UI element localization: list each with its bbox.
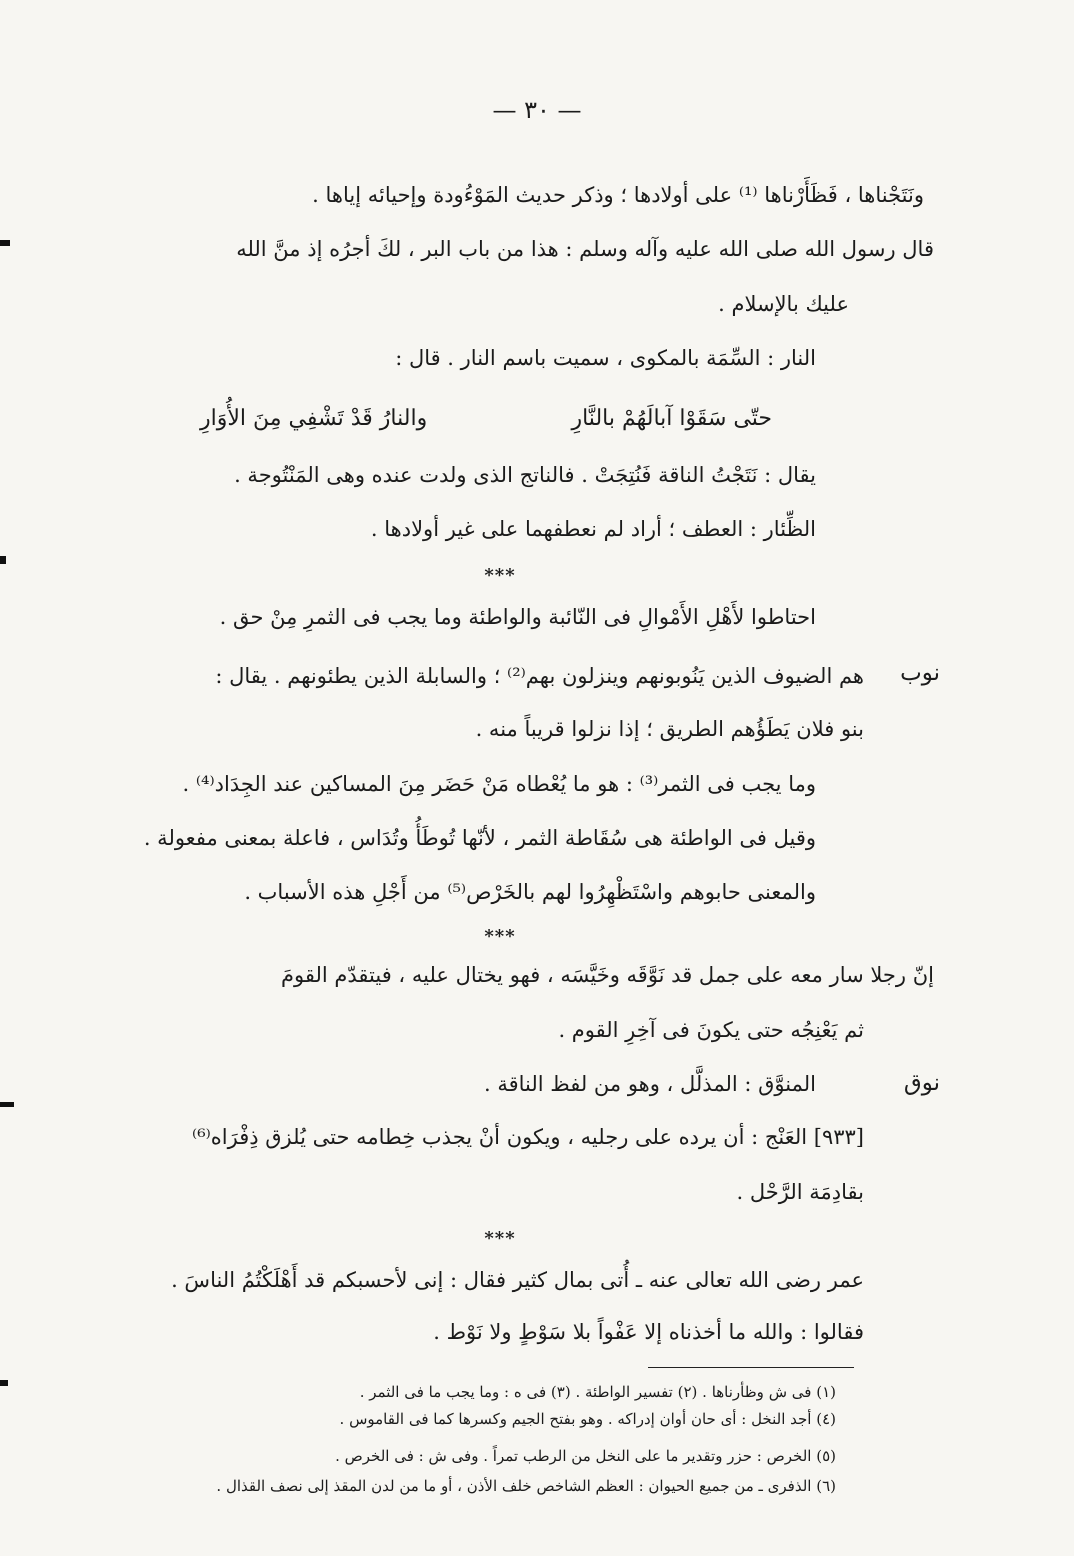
- root-marginal-word: نوب: [900, 660, 940, 686]
- text-line: فقالوا : والله ما أخذناه إلا عَفْواً بلا سَوْطٍ ولا نَوْط .: [433, 1320, 864, 1344]
- text-line: والمعنى حابوهم واسْتَظْهِرُوا لهم بالخَرْص⁽⁵⁾ من أَجْلِ هذه الأسباب .: [244, 880, 816, 904]
- margin-mark: [0, 1102, 14, 1107]
- text-line: [٩٣٣] العَنْج : أن يرده على رجليه ، ويكون أنْ يجذب خِطامه حتى يُلزق ذِفْرَاه⁽⁶⁾: [192, 1125, 864, 1149]
- text-line: إنّ رجلا سار معه على جمل قد نَوَّقَه وخَيَّسَه ، فهو يختال عليه ، فيتقدّم القومَ: [281, 963, 934, 987]
- footnote: (١) فى ش وظأرناها . (٢) تفسير الواطئة . (٣) فى ه : وما يجب ما فى الثمر .: [359, 1383, 836, 1401]
- text-line: وقيل فى الواطئة هى سُقَاطة الثمر ، لأنّها تُوطَأُ وتُدَاس ، فاعلة بمعنى مفعولة .: [143, 826, 816, 850]
- footnote-separator: [648, 1367, 854, 1368]
- text-line: هم الضيوف الذين يَنُوبونهم وينزلون بهم⁽²⁾ ؛ والسابلة الذين يطئونهم . يقال :: [215, 664, 864, 688]
- footnote: (٤) أجد النخل : أى حان أوان إدراكه . وهو بفتح الجيم وكسرها كما فى القاموس .: [339, 1410, 836, 1428]
- text-line: الظِّئار : العطف ؛ أراد لم نعطفهما على غير أولادها .: [370, 517, 816, 541]
- text-line: بنو فلان يَطَؤُهم الطريق ؛ إذا نزلوا قريباً منه .: [475, 717, 864, 741]
- root-marginal-word: نوق: [903, 1070, 940, 1096]
- text-line: ثم يَعْنِجُه حتى يكونَ فى آخِرِ القوم .: [558, 1018, 864, 1042]
- text-line: احتاطوا لأَهْلِ الأَمْوالِ فى النّائبة والواطئة وما يجب فى الثمرِ مِنْ حق .: [219, 605, 816, 629]
- text-line: النار : السِّمَة بالمكوى ، سميت باسم النار . قال :: [395, 346, 816, 370]
- text-line: وما يجب فى الثمر⁽³⁾ : هو ما يُعْطاه مَنْ حَضَر مِنَ المساكين عند الجِدَاد⁽⁴⁾ .: [182, 772, 816, 796]
- page-number: — ٣٠ —: [492, 96, 582, 124]
- margin-mark: [0, 240, 10, 246]
- text-line: عمر رضى الله تعالى عنه ـ أُتى بمال كثير فقال : إنى لأحسبكم قد أَهْلَكْتُمُ الناسَ .: [171, 1268, 864, 1292]
- section-separator: ***: [484, 1228, 516, 1249]
- text-line: عليك بالإسلام .: [718, 292, 849, 316]
- footnote: (٥) الخرص : حزر وتقدير ما على النخل من الرطب تمراً . وفى ش : فى الخرص .: [335, 1447, 836, 1465]
- section-separator: ***: [484, 565, 516, 586]
- text-line: بقادِمَة الرَّحْل .: [736, 1180, 864, 1204]
- text-line: ونَتَجْناها ، فَظَأَرْناها ⁽¹⁾ على أولادها ؛ وذكر حديث المَوْءُودة وإحيائه إياها .: [312, 183, 924, 207]
- margin-mark: [0, 1380, 8, 1386]
- text-line: المنوَّق : المذلَّل ، وهو من لفظ الناقة .: [483, 1072, 816, 1096]
- section-separator: ***: [484, 926, 516, 947]
- footnote: (٦) الذفرى ـ من جميع الحيوان : العظم الشاخص خلف الأذن ، أو ما من لدن المقذ إلى نصف القذال .: [216, 1477, 836, 1495]
- poem-hemistich-left: والنارُ قَدْ تَشْفِي مِنَ الأُوَارِ: [200, 406, 428, 431]
- poem-hemistich-right: حتّى سَقَوْا آبالَهُمْ بالنَّارِ: [571, 406, 772, 431]
- text-line: قال رسول الله صلى الله عليه وآله وسلم : هذا من باب البر ، لكَ أجرُه إذ منَّ الله: [236, 237, 934, 261]
- margin-mark: [0, 556, 6, 564]
- text-line: يقال : نَتَجْتُ الناقة فَنُتِجَتْ . فالناتج الذى ولدت عنده وهى المَنْتُوجة .: [234, 463, 816, 487]
